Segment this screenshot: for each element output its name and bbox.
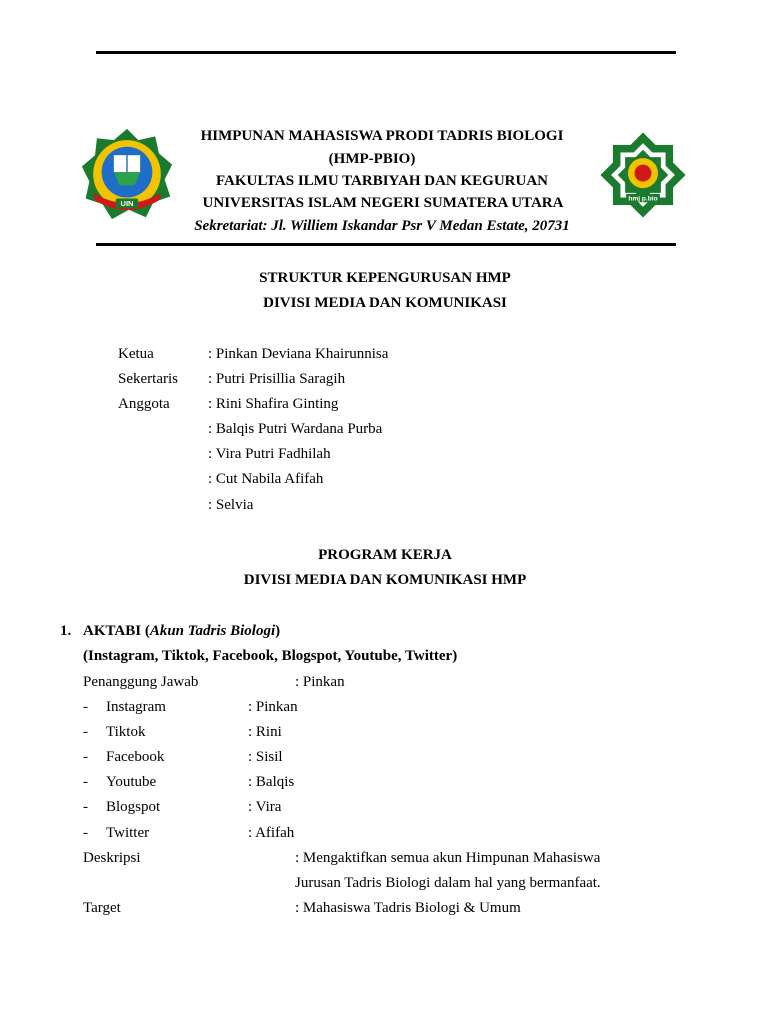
list-bullet: -	[83, 799, 88, 815]
target-value: : Mahasiswa Tadris Biologi & Umum	[295, 900, 521, 916]
university-name: UNIVERSITAS ISLAM NEGERI SUMATERA UTARA	[202, 195, 564, 211]
member-name: : Pinkan Deviana Khairunnisa	[208, 346, 389, 362]
description-line-1: : Mengaktifkan semua akun Himpunan Mahasiswa	[295, 850, 601, 866]
item-heading-italic: Akun Tadris Biologi	[149, 623, 276, 639]
list-bullet: -	[83, 699, 88, 715]
item-heading	[83, 623, 280, 640]
account-name: Tiktok	[106, 724, 146, 740]
target-label: Target	[83, 900, 121, 916]
item-platforms: (Instagram, Tiktok, Facebook, Blogspot, Youtube, Twitter)	[83, 648, 458, 664]
item-heading-suffix: )	[275, 623, 281, 639]
structure-title: STRUKTUR KEPENGURUSAN HMP	[259, 270, 511, 286]
member-name: : Rini Shafira Ginting	[208, 396, 339, 412]
account-owner: : Pinkan	[248, 699, 298, 715]
structure-subtitle: DIVISI MEDIA DAN KOMUNIKASI	[263, 295, 507, 311]
program-title: PROGRAM KERJA	[318, 547, 452, 563]
list-bullet: -	[83, 774, 88, 790]
list-bullet: -	[83, 749, 88, 765]
description-label: Deskripsi	[83, 850, 141, 866]
account-owner: : Sisil	[248, 749, 283, 765]
account-name: Blogspot	[106, 799, 161, 815]
role-label: Anggota	[118, 396, 170, 412]
hmj-logo-text: hmj p.bio	[628, 195, 658, 203]
description-line-2: Jurusan Tadris Biologi dalam hal yang bermanfaat.	[295, 875, 601, 891]
secretariat-address: Sekretariat: Jl. Williem Iskandar Psr V Medan Estate, 20731	[194, 218, 570, 234]
account-owner: : Balqis	[248, 774, 295, 790]
account-name: Twitter	[106, 825, 150, 841]
member-name: : Balqis Putri Wardana Purba	[208, 421, 383, 437]
pj-label: Penanggung Jawab	[83, 674, 199, 690]
item-number: 1.	[60, 623, 72, 639]
account-owner: : Vira	[248, 799, 282, 815]
program-subtitle: DIVISI MEDIA DAN KOMUNIKASI HMP	[243, 572, 527, 588]
header-bottom-rule	[96, 243, 676, 246]
pj-value: : Pinkan	[295, 674, 345, 690]
org-name: HIMPUNAN MAHASISWA PRODI TADRIS BIOLOGI	[200, 128, 564, 144]
account-name: Instagram	[106, 699, 166, 715]
member-name: : Cut Nabila Afifah	[208, 471, 324, 487]
account-name: Youtube	[106, 774, 157, 790]
uin-logo-text: UIN	[120, 198, 134, 208]
header-top-rule	[96, 51, 676, 54]
item-heading-prefix: AKTABI (	[83, 623, 150, 639]
faculty-name: FAKULTAS ILMU TARBIYAH DAN KEGURUAN	[216, 173, 548, 189]
role-label: Ketua	[118, 346, 154, 362]
role-label: Sekertaris	[118, 371, 178, 387]
member-name: : Vira Putri Fadhilah	[208, 446, 331, 462]
list-bullet: -	[83, 724, 88, 740]
account-name: Facebook	[106, 749, 165, 765]
member-name: : Putri Prisillia Saragih	[208, 371, 346, 387]
list-bullet: -	[83, 825, 88, 841]
org-abbreviation: (HMP-PBIO)	[328, 151, 416, 167]
account-owner: : Rini	[248, 724, 282, 740]
account-owner: : Afifah	[248, 825, 295, 841]
member-name: : Selvia	[208, 497, 254, 513]
